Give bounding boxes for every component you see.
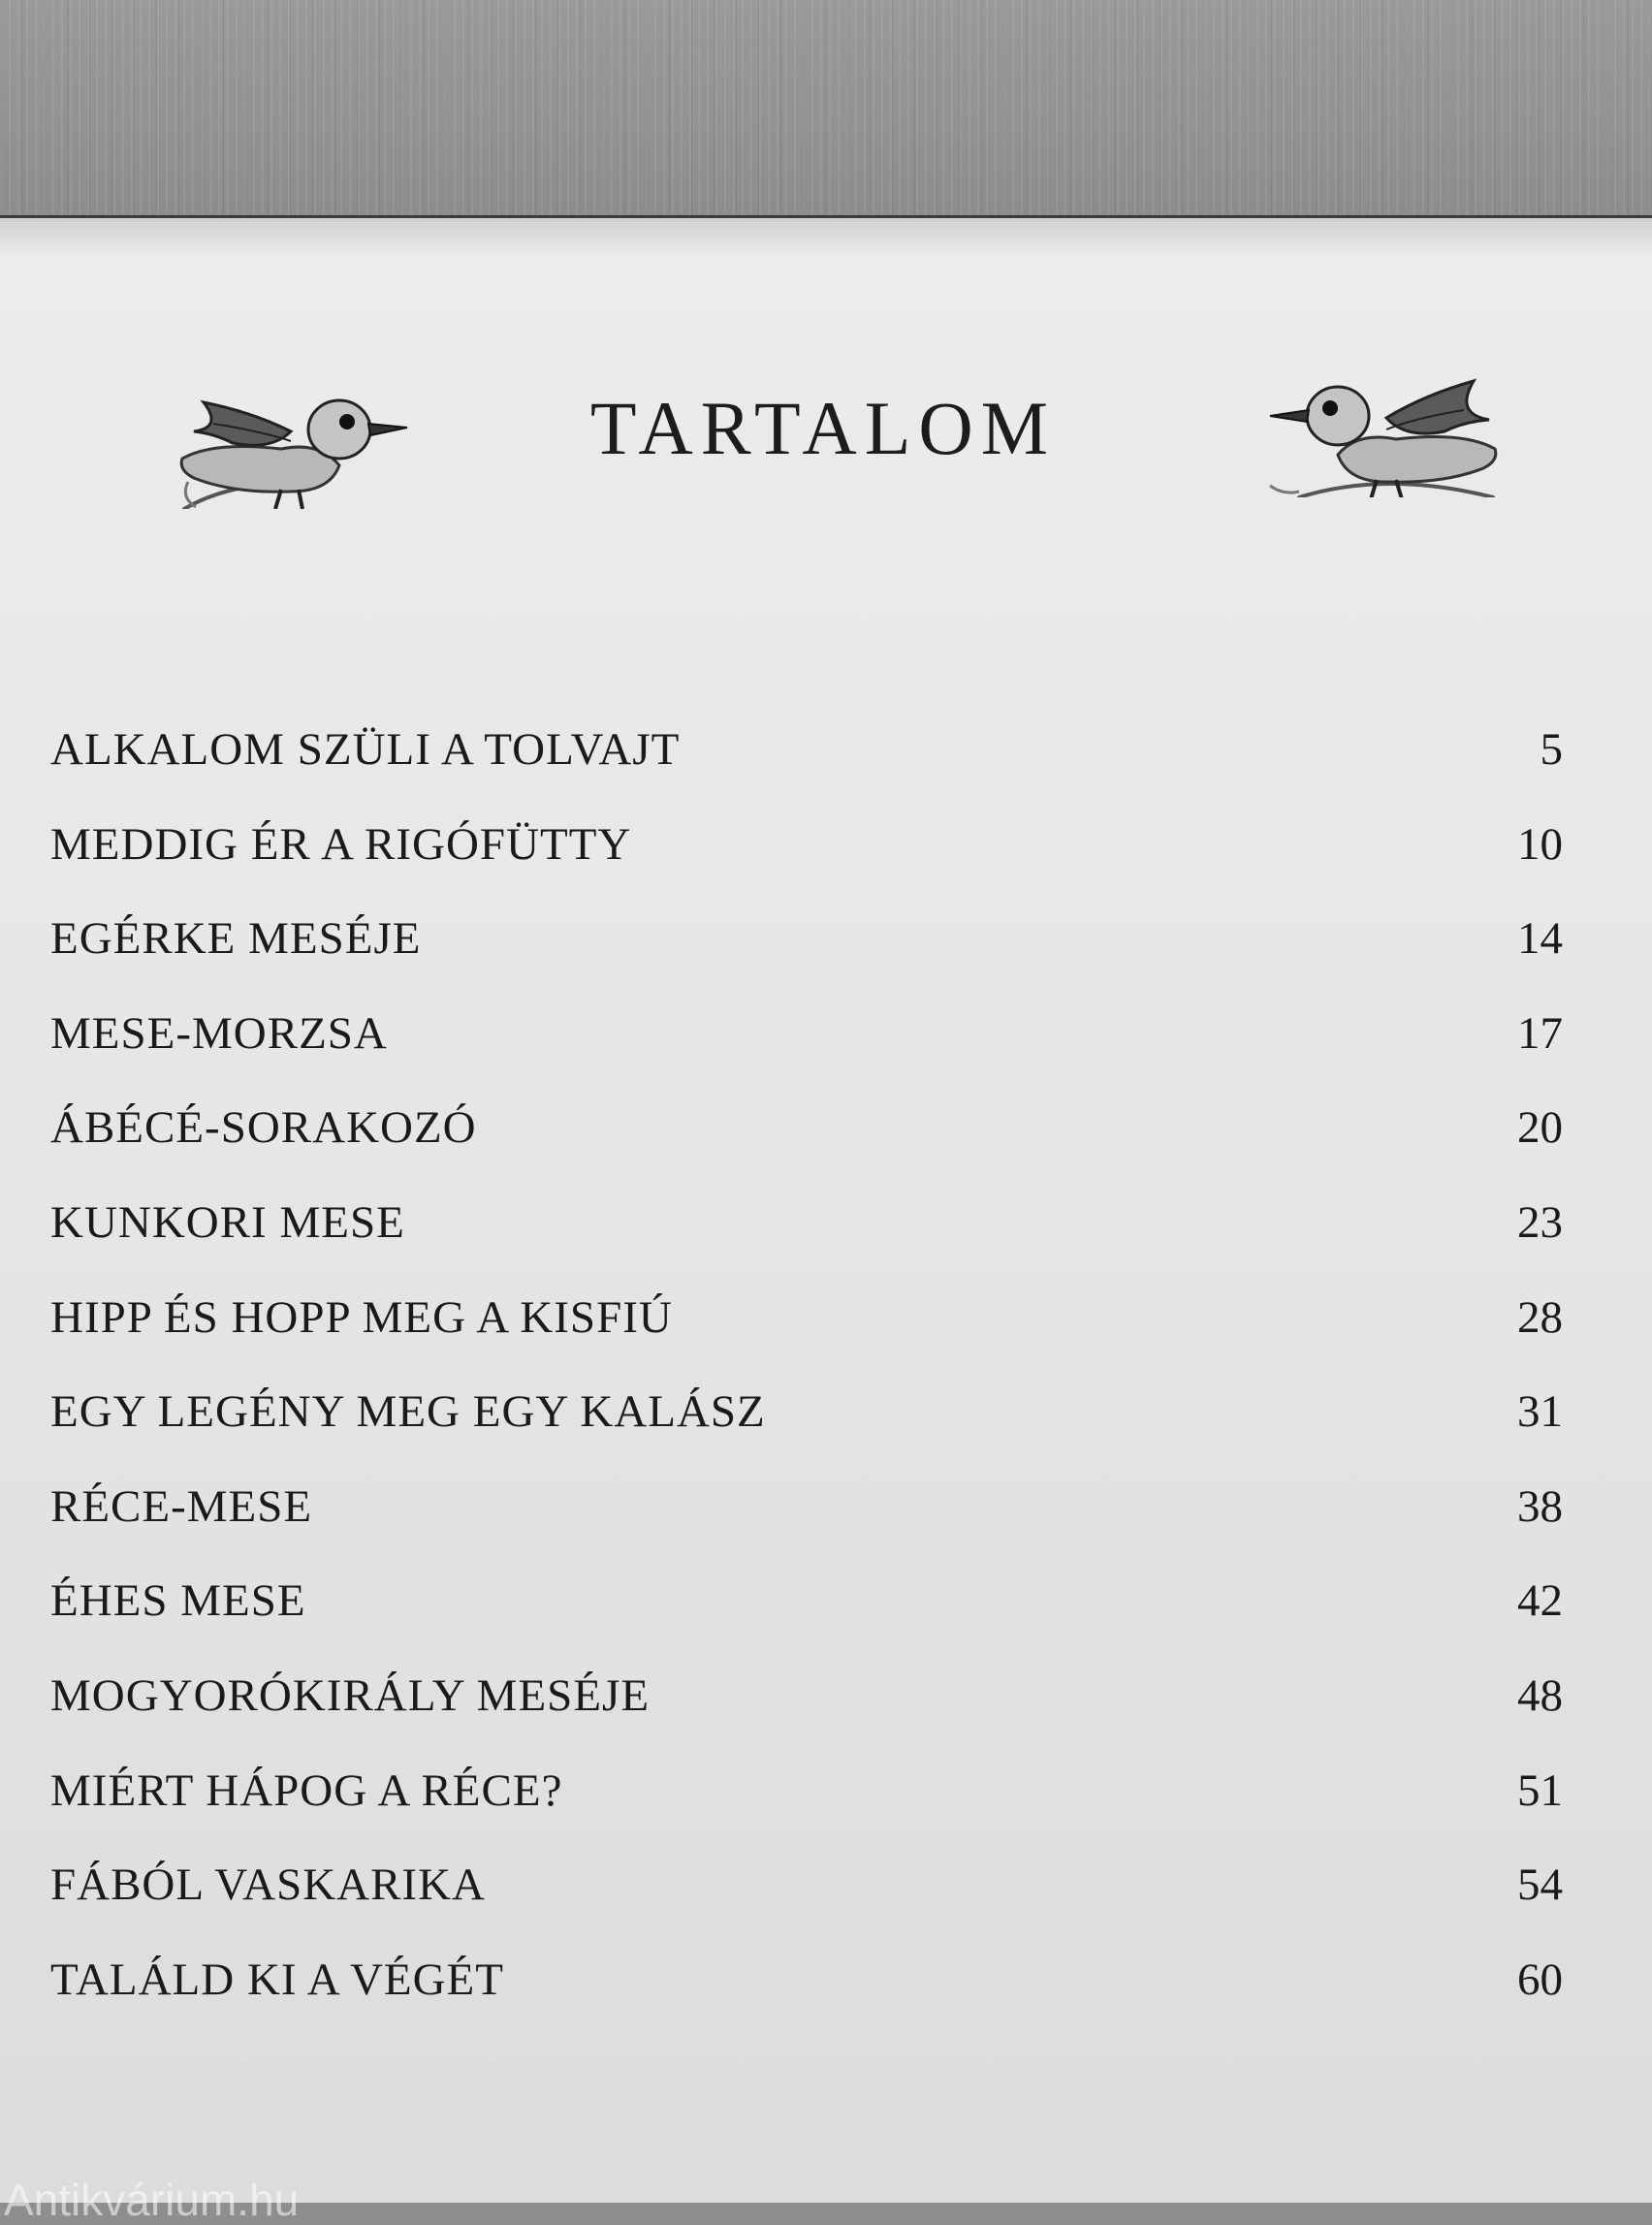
toc-entry [50,1098,1563,1157]
toc-entry-title: MOGYORÓKIRÁLY MESÉJE [50,1670,651,1721]
table-background [0,0,1652,223]
toc-entry-title: ÁBÉCÉ-SORAKOZÓ [50,1102,477,1153]
toc-entry-page-number: 5 [1540,724,1563,775]
book-page [0,215,1652,2203]
toc-entry-page-number: 23 [1517,1197,1563,1248]
toc-entry [50,909,1563,968]
toc-entry-page-number: 51 [1517,1765,1563,1816]
toc-entry-title: EGÉRKE MESÉJE [50,913,422,964]
toc-entry-page-number: 17 [1517,1008,1563,1059]
toc-entry-title: MIÉRT HÁPOG A RÉCE? [50,1765,563,1816]
watermark: Antikvárium.hu [4,2175,300,2225]
toc-entry-page-number: 14 [1517,913,1563,964]
toc-entry [50,720,1563,779]
page-title-text: TARTALOM [589,386,1057,470]
toc-entry-page-number: 31 [1517,1386,1563,1437]
toc-entry [50,1667,1563,1725]
toc-entry [50,1762,1563,1820]
toc-entry-title: ÉHES MESE [50,1575,306,1626]
toc-entry-title: MEDDIG ÉR A RIGÓFÜTTY [50,819,632,870]
toc-entry [50,1478,1563,1536]
toc-entry-page-number: 60 [1517,1955,1563,2005]
toc-entry-page-number: 38 [1517,1481,1563,1532]
toc-entry-title: FÁBÓL VASKARIKA [50,1859,486,1910]
toc-entry-page-number: 48 [1517,1670,1563,1721]
toc-entry [50,1951,1563,2009]
toc-entry-title: MESE-MORZSA [50,1008,388,1059]
toc-entry-title: ALKALOM SZÜLI A TOLVAJT [50,724,681,775]
toc-entry-page-number: 54 [1517,1859,1563,1910]
toc-entry-page-number: 28 [1517,1292,1563,1343]
toc-entry [50,1572,1563,1630]
table-of-contents [0,218,1652,2206]
toc-entry-title: TALÁLD KI A VÉGÉT [50,1955,504,2005]
toc-entry [50,1004,1563,1063]
toc-entry-title: RÉCE-MESE [50,1481,313,1532]
toc-entry [50,1856,1563,1914]
toc-entry-title: HIPP ÉS HOPP MEG A KISFIÚ [50,1292,673,1343]
toc-entry-page-number: 10 [1517,819,1563,870]
toc-entry-page-number: 42 [1517,1575,1563,1626]
toc-entry [50,1383,1563,1441]
toc-entry-title: KUNKORI MESE [50,1197,405,1248]
toc-entry [50,815,1563,874]
toc-entry [50,1193,1563,1252]
toc-entry-page-number: 20 [1517,1102,1563,1153]
toc-entry [50,1288,1563,1347]
toc-entry-title: EGY LEGÉNY MEG EGY KALÁSZ [50,1386,766,1437]
